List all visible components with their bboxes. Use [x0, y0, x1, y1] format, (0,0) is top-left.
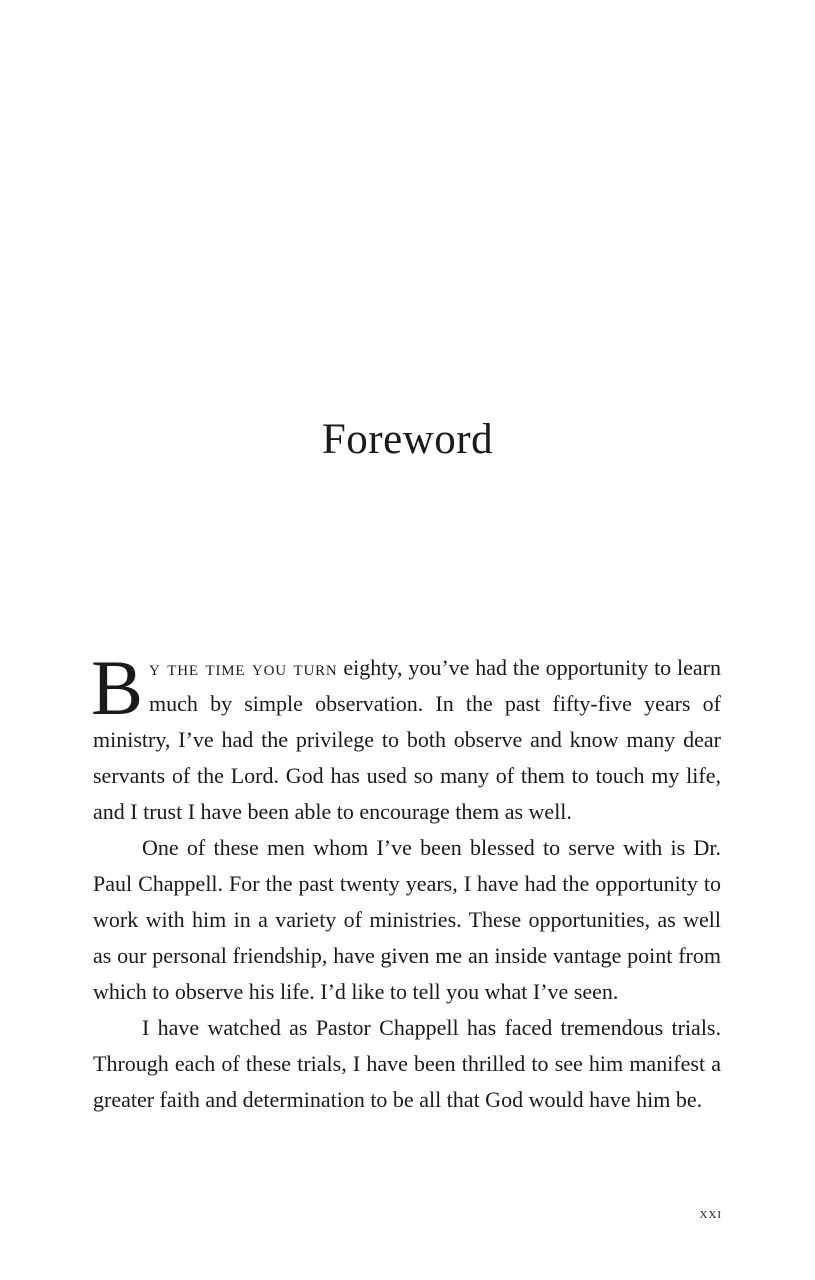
drop-cap: B: [91, 644, 144, 731]
chapter-title: Foreword: [321, 416, 494, 463]
opening-paragraph-text: eighty, you’ve had the opportunity to learn much by simple observation. In the past fifty-five years of ministry, I’ve had the privilege to both observe and know many dear servants of the Lord. God has used so many of them to touch my life, and I trust I have been able to encourage them as well.: [93, 655, 721, 824]
body-text: [91, 644, 721, 1118]
page-number: xxi: [699, 1206, 722, 1222]
paragraph-2: One of these men whom I’ve been blessed to serve with is Dr. Paul Chappell. For the past twenty years, I have had the opportunity to work with him in a variety of ministries. These opportunities, as well as our personal friendship, have given me an inside vantage point from which to observe his life. I’d like to tell you what I’ve seen.: [93, 835, 721, 1004]
small-caps-lead-in: y the time you turn: [149, 655, 338, 680]
opening-paragraph: [91, 644, 721, 830]
paragraph-3: I have watched as Pastor Chappell has faced tremendous trials. Through each of these trials, I have been thrilled to see him manifest a greater faith and determination to be all that God would have him be.: [93, 1015, 721, 1112]
